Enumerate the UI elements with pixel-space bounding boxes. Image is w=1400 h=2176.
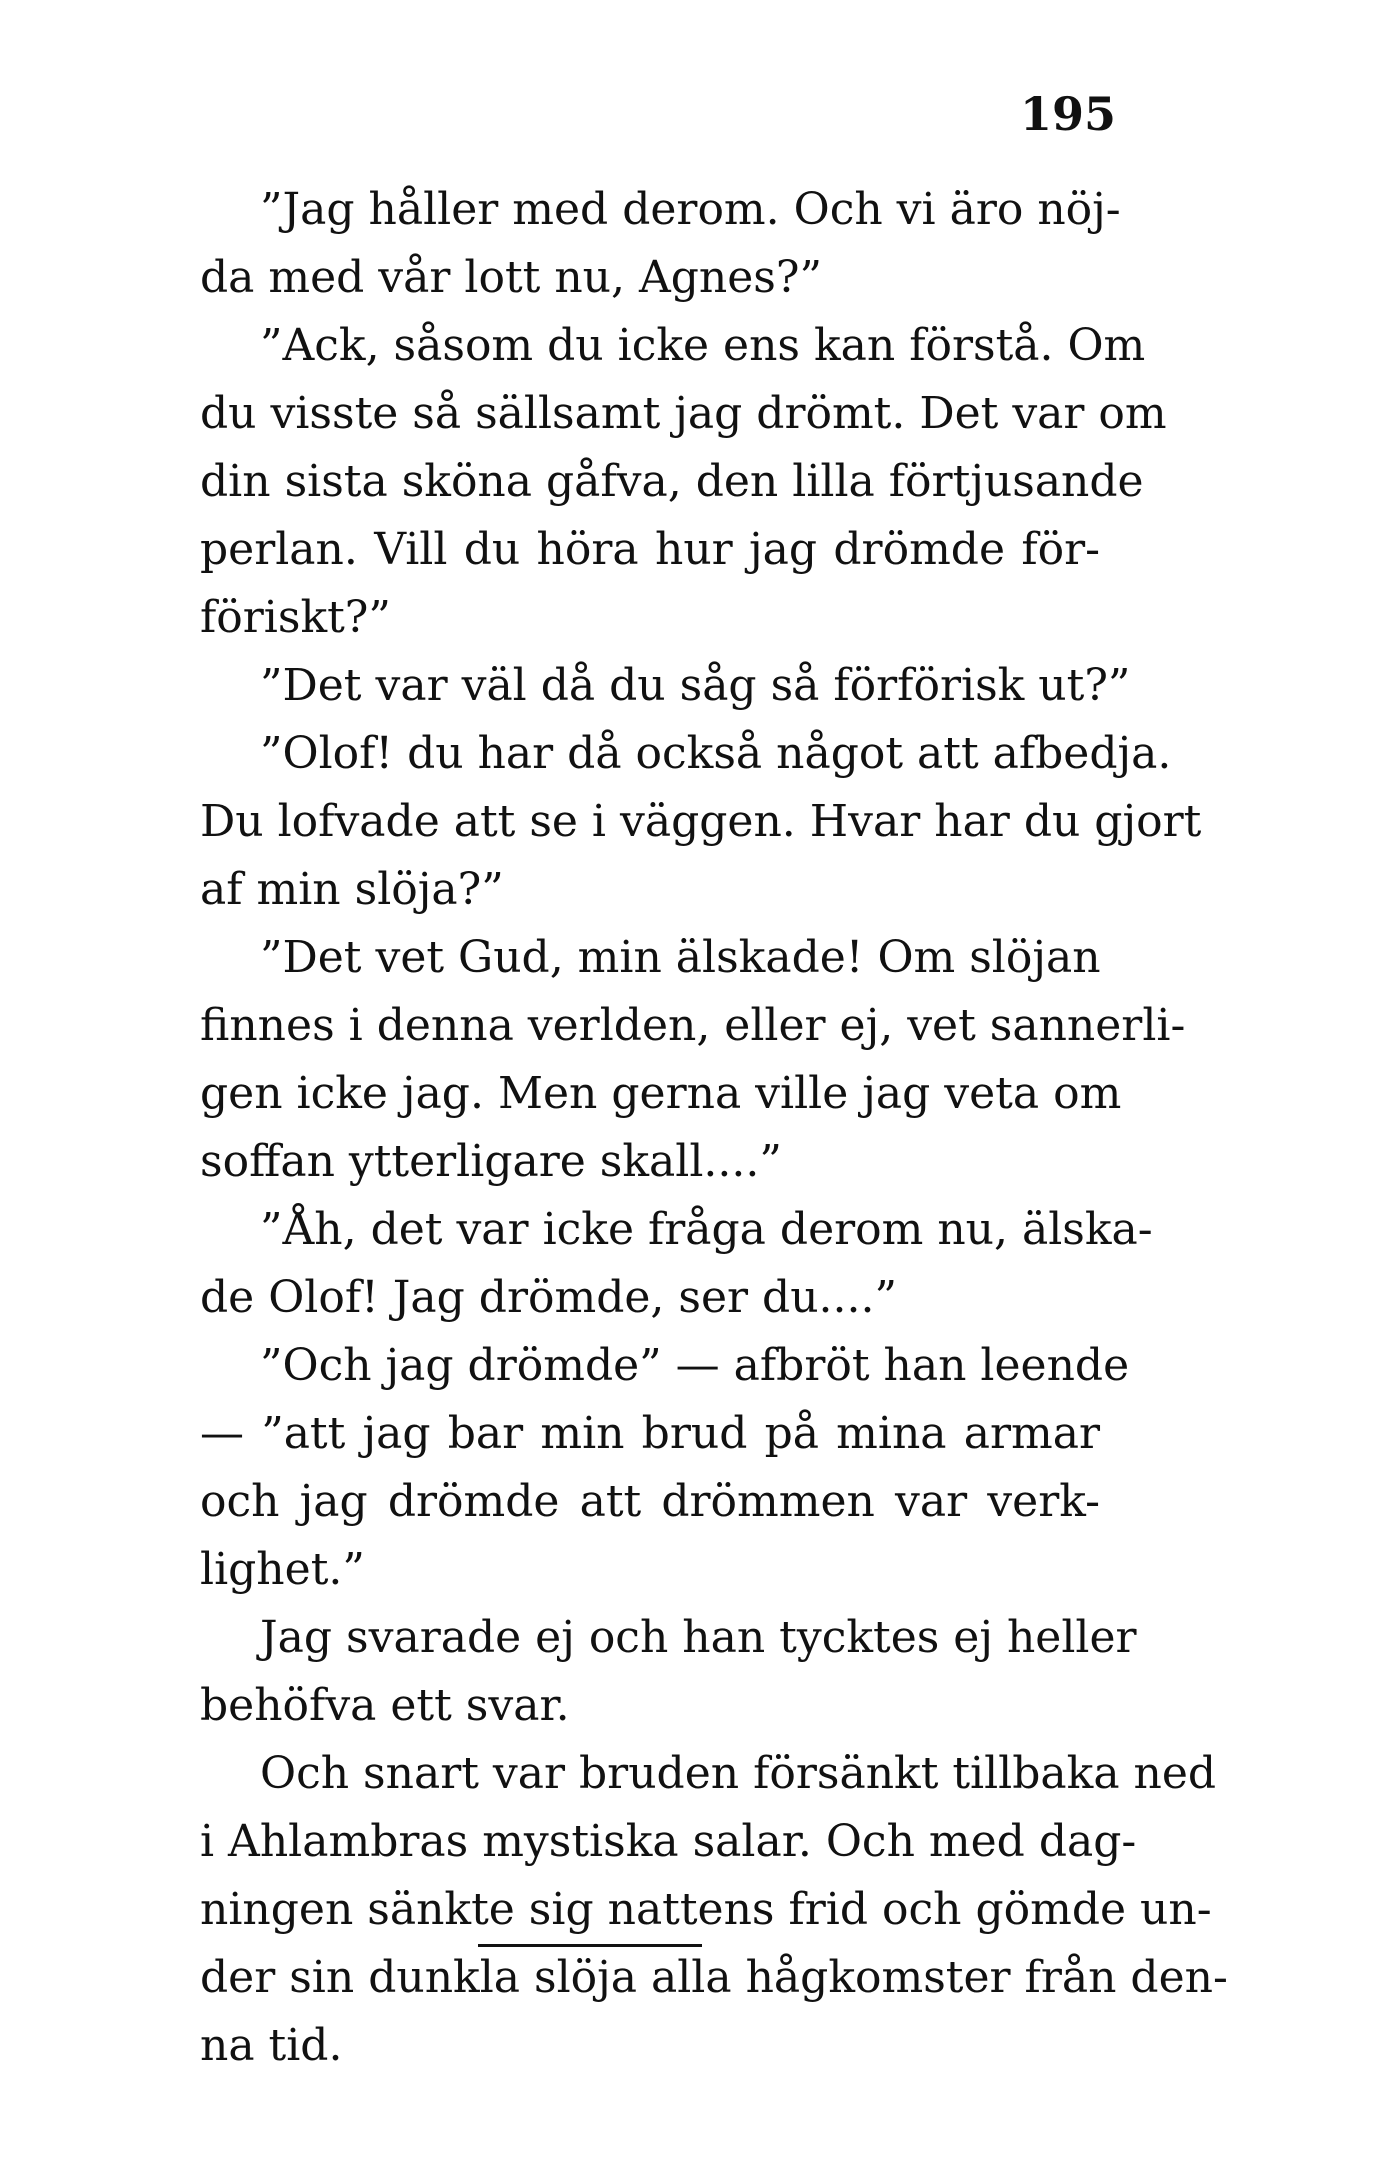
- text-line: ”Det var väl då du såg så förförisk ut?”: [260, 660, 1131, 711]
- text-line: perlan. Vill du höra hur jag drömde för-: [200, 524, 1100, 575]
- body-text: [200, 176, 1228, 2080]
- text-line: finnes i denna verlden, eller ej, vet sannerli-: [200, 1000, 1186, 1051]
- text-line: Jag svarade ej och han tycktes ej heller: [260, 1612, 1137, 1663]
- end-rule: [478, 1944, 702, 1947]
- text-line: ningen sänkte sig nattens frid och gömde un-: [200, 1884, 1212, 1935]
- text-line: behöfva ett svar.: [200, 1680, 570, 1731]
- text-line: der sin dunkla slöja alla hågkomster från den-: [200, 1952, 1228, 2003]
- text-line: na tid.: [200, 2020, 343, 2071]
- text-line: ”Åh, det var icke fråga derom nu, älska-: [260, 1204, 1153, 1255]
- text-line: Du lofvade att se i väggen. Hvar har du gjort: [200, 796, 1202, 847]
- text-line: — ”att jag bar min brud på mina armar: [200, 1408, 1100, 1459]
- text-line: Och snart var bruden försänkt tillbaka ned: [260, 1748, 1217, 1799]
- page-number: 195: [1020, 87, 1117, 141]
- text-line: af min slöja?”: [200, 864, 504, 915]
- text-line: och jag drömde att drömmen var verk-: [200, 1476, 1100, 1527]
- text-line: soffan ytterligare skall....”: [200, 1136, 782, 1187]
- text-line: föriskt?”: [200, 592, 391, 643]
- text-line: da med vår lott nu, Agnes?”: [200, 252, 822, 303]
- text-line: ”Ack, såsom du icke ens kan förstå. Om: [260, 320, 1146, 371]
- text-line: de Olof! Jag drömde, ser du....”: [200, 1272, 897, 1323]
- text-line: din sista sköna gåfva, den lilla förtjusande: [200, 456, 1144, 507]
- text-line: ”Olof! du har då också något att afbedja.: [260, 728, 1172, 779]
- text-line: ”Det vet Gud, min älskade! Om slöjan: [260, 932, 1101, 983]
- text-line: gen icke jag. Men gerna ville jag veta om: [200, 1068, 1122, 1119]
- text-line: i Ahlambras mystiska salar. Och med dag-: [200, 1816, 1137, 1867]
- text-line: ”Jag håller med derom. Och vi äro nöj-: [260, 184, 1121, 235]
- text-line: ”Och jag drömde” — afbröt han leende: [260, 1340, 1130, 1391]
- text-line: du visste så sällsamt jag drömt. Det var om: [200, 388, 1167, 439]
- text-line: lighet.”: [200, 1544, 365, 1595]
